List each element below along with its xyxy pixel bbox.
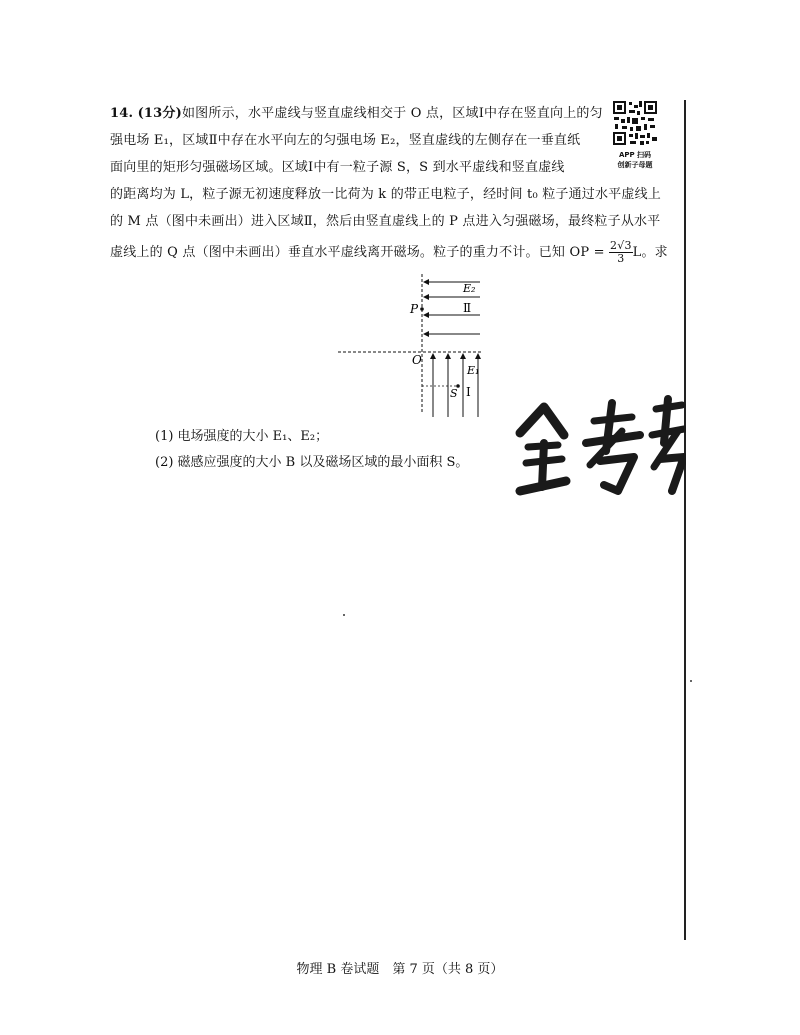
- right-margin-rule: [684, 100, 686, 940]
- watermark-logo: [506, 395, 686, 505]
- problem-line-2: 强电场 E₁，区域Ⅱ中存在水平向左的匀强电场 E₂，竖直虚线的左侧存在一垂直纸: [110, 133, 581, 148]
- problem-text-1: 如图所示，水平虚线与竖直虚线相交于 O 点，区域Ⅰ中存在竖直向上的匀: [181, 106, 603, 121]
- problem-line-3: 面向里的矩形匀强磁场区域。区域Ⅰ中有一粒子源 S，S 到水平虚线和竖直虚线: [110, 160, 565, 175]
- label-e1: E₁: [467, 364, 480, 377]
- label-o: O: [412, 353, 422, 367]
- label-region-2: Ⅱ: [463, 301, 472, 315]
- problem-line-6: [110, 239, 670, 266]
- problem-line-5: 的 M 点（图中未画出）进入区域Ⅱ，然后由竖直虚线上的 P 点进入匀强磁场，最终粒子从水平: [110, 214, 661, 229]
- fraction-denominator: 3: [617, 252, 625, 265]
- fraction-op: [609, 240, 633, 265]
- question-points: (13分): [137, 106, 182, 121]
- sub-question-1: (1) 电场强度的大小 E₁、E₂；: [155, 429, 329, 444]
- page-footer: 物理 B 卷试题 第 7 页（共 8 页）: [296, 962, 504, 977]
- point-p: [420, 307, 424, 311]
- sub-question-2: (2) 磁感应强度的大小 B 以及磁场区域的最小面积 S。: [155, 455, 469, 470]
- qr-code-icon[interactable]: [612, 100, 658, 146]
- fraction-numerator: 2√3: [610, 239, 632, 252]
- watermark-text: 金考卷: [506, 395, 509, 396]
- label-region-1: Ⅰ: [466, 385, 471, 399]
- question-number: 14.: [110, 106, 134, 121]
- problem-text-6a: 虚线上的 Q 点（图中未画出）垂直水平虚线离开磁场。粒子的重力不计。已知 OP =: [110, 245, 605, 260]
- field-diagram: [330, 272, 490, 422]
- qr-caption: [607, 150, 663, 170]
- qr-caption-line-2: 创新子母题: [617, 161, 653, 169]
- scan-speck-2: [690, 680, 692, 682]
- label-e2: E₂: [463, 282, 476, 295]
- problem-line-1: [110, 100, 610, 127]
- qr-caption-line-1: APP 扫码: [618, 151, 652, 159]
- problem-line-4: 的距离均为 L，粒子源无初速度释放一比荷为 k 的带正电粒子，经时间 t₀ 粒子通过水平虚线上: [110, 187, 662, 202]
- label-s: S: [450, 387, 458, 400]
- problem-text-6b: L。求: [632, 245, 668, 260]
- scan-speck-1: [343, 614, 345, 616]
- sub-questions: [155, 424, 468, 476]
- label-p: P: [410, 302, 419, 316]
